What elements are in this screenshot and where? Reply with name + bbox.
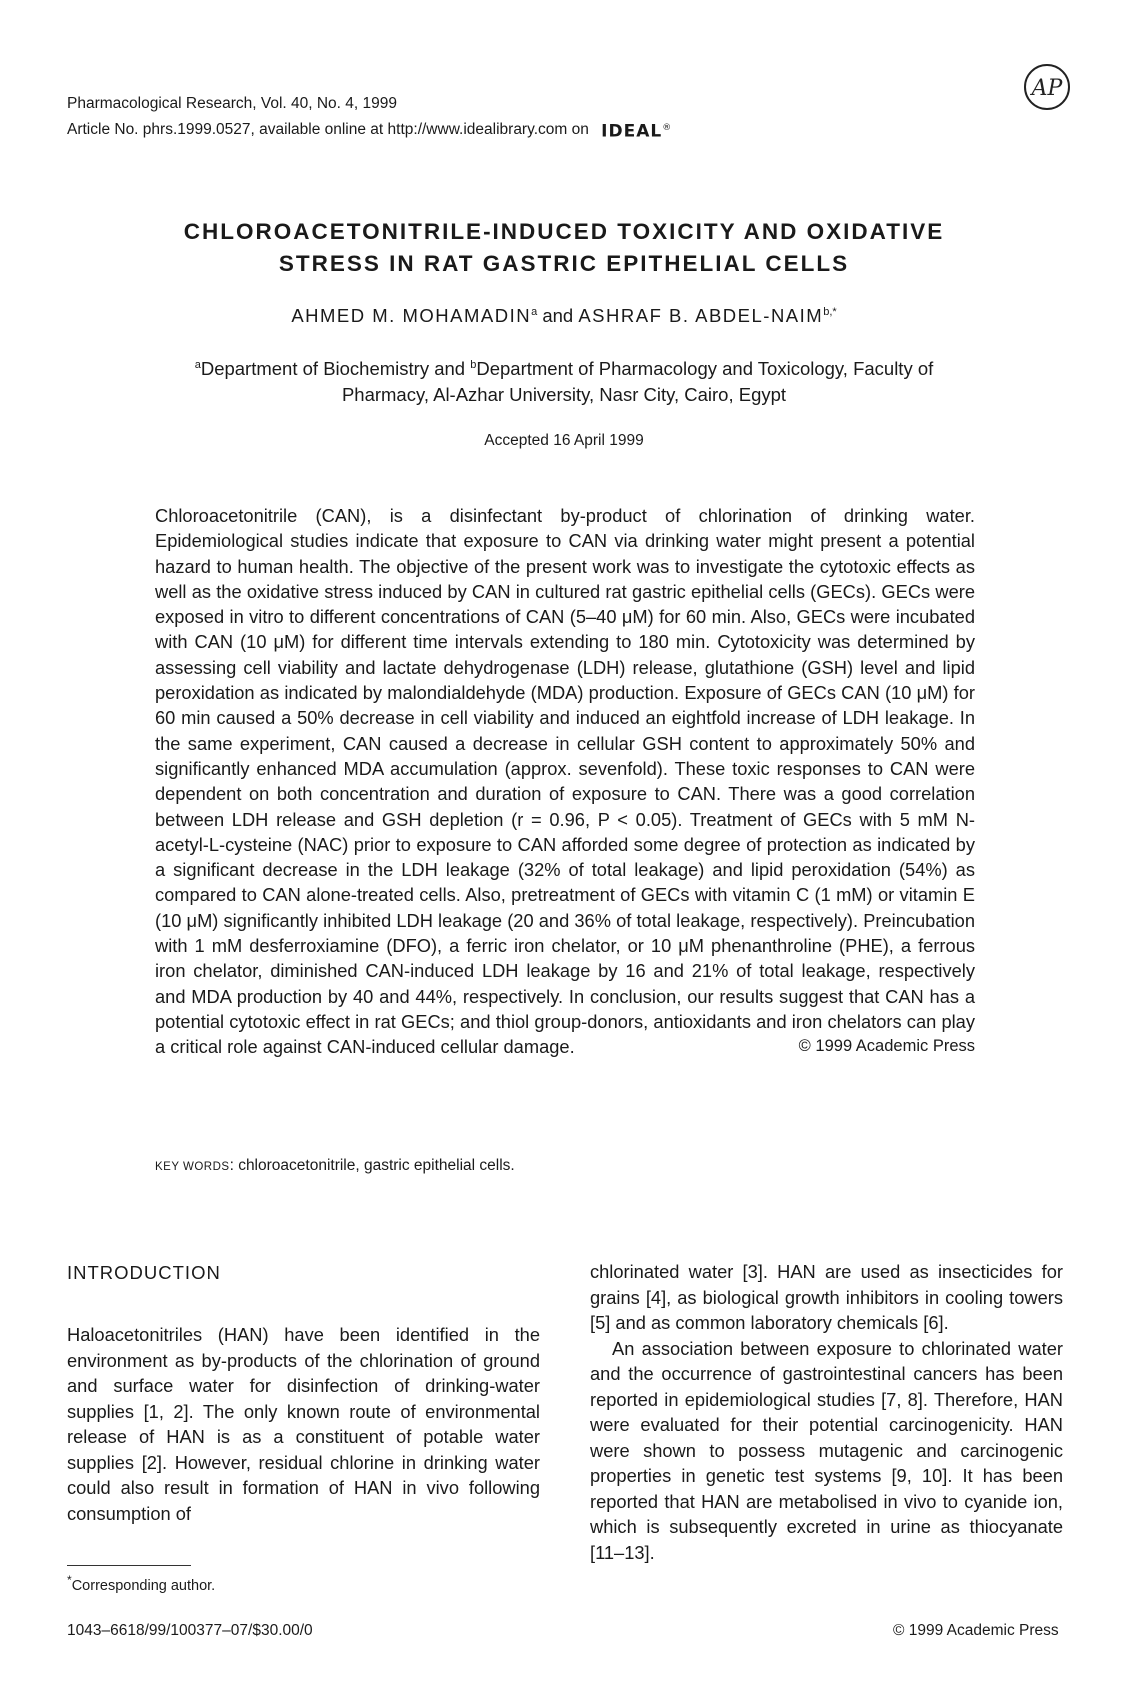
affiliations: [100, 352, 1028, 408]
affiliation-line-2: Pharmacy, Al-Azhar University, Nasr City, Cairo, Egypt: [341, 384, 787, 406]
footnote-text: Corresponding author.: [71, 1577, 216, 1594]
author-list: [60, 305, 1068, 327]
keywords: [155, 1157, 515, 1175]
footnote-mark: *: [67, 1573, 72, 1587]
title-line-1: CHLOROACETONITRILE-INDUCED TOXICITY AND OXIDATIVE: [183, 219, 945, 244]
abstract: [155, 503, 975, 1060]
section-heading-introduction: INTRODUCTION: [67, 1262, 221, 1283]
article-title: [60, 216, 1068, 280]
publisher-logo: [1022, 62, 1072, 112]
accepted-date: Accepted 16 April 1999: [484, 432, 644, 449]
footer-issn: 1043–6618/99/100377–07/$30.00/0: [67, 1622, 313, 1639]
affiliation-line-1: $^a$Department of Biochemistry and $^b$Department of Pharmacology and Toxicology, Faculty of: [194, 358, 934, 380]
intro-left-column: Haloacetonitriles (HAN) have been identified in the environment as by-products of the chlorination of ground and surface water for disinfection of drinking-water supplies [1, 2]. The only known route of environmental release of HAN is as a constituent of potable water supplies [2]. However, residual chlorine in drinking water could also result in formation of HAN in vivo following consumption of: [67, 1324, 540, 1524]
keywords-label: KEY WORDS: [155, 1161, 230, 1173]
footer-copyright: © 1999 Academic Press: [893, 1622, 1059, 1639]
intro-paragraph-2: An association between exposure to chlorinated water and the occurrence of gastrointestinal cancers has been reported in epidemiological studies [7, 8]. Therefore, HAN were evaluated for their potential carcinogenicity. HAN were shown to possess mutagenic and carcinogenic properties in genetic test systems [9, 10]. It has been reported that HAN are metabolised in vivo to cyanide ion, which is subsequently excreted in urine as thiocyanate [11–13].: [590, 1337, 1063, 1563]
footnote: [67, 1573, 215, 1594]
journal-citation: Pharmacological Research, Vol. 40, No. 4, 1999: [67, 95, 397, 112]
author-1-affiliation-mark: a: [531, 305, 538, 318]
abstract-copyright: © 1999 Academic Press: [798, 1037, 975, 1056]
keywords-text: : chloroacetonitrile, gastric epithelial cells.: [229, 1157, 515, 1174]
ideal-logo: IDEAL®: [601, 121, 673, 142]
author-2-affiliation-mark: b,*: [823, 305, 837, 318]
author-2: ASHRAF B. ABDEL-NAIM: [578, 305, 824, 326]
author-1: AHMED M. MOHAMADIN: [291, 305, 532, 326]
title-line-2: STRESS IN RAT GASTRIC EPITHELIAL CELLS: [278, 251, 850, 276]
abstract-text: Chloroacetonitrile (CAN), is a disinfectant by-product of chlorination of drinking water. Epidemiological studies indicate that exposure to CAN via drinking water might present a potential hazard to human health. The objective of the present work was to investigate the cytotoxic effects as well as the oxidative stress induced by CAN in cultured rat gastric epithelial cells (GECs). GECs were exposed in vitro to different concentrations of CAN (5–40 μM) for 60 min. Also, GECs were incubated with CAN (10 μM) for different time intervals extending to 180 min. Cytotoxicity was determined by assessing cell viability and lactate dehydrogenase (LDH) release, glutathione (GSH) level and lipid peroxidation as indicated by malondialdehyde (MDA) production. Exposure of GECs CAN (10 μM) for 60 min caused a 50% decrease in cell viability and induced an eightfold increase of LDH leakage. In the same experiment, CAN caused a decrease in cellular GSH content to approximately 50% and significantly enhanced MDA accumulation (approx. sevenfold). These toxic responses to CAN were dependent on both concentration and duration of exposure to CAN. There was a good correlation between LDH release and GSH depletion (r = 0.96, P < 0.05). Treatment of GECs with 5 mM N-acetyl-L-cysteine (NAC) prior to exposure to CAN afforded some degree of protection as indicated by a significant decrease in the LDH leakage (32% of total leakage) and lipid peroxidation (54%) as compared to CAN alone-treated cells. Also, pretreatment of GECs with vitamin C (1 mM) or vitamin E (10 μM) significantly inhibited LDH leakage (20 and 36% of total leakage, respectively). Preincubation with 1 mM desferroxiamine (DFO), a ferric iron chelator, or 10 μM phenanthroline (PHE), a ferrous iron chelator, diminished CAN-induced LDH leakage by 16 and 21% of total leakage, respectively and MDA production by 40 and 44%, respectively. In conclusion, our results suggest that CAN has a potential cytotoxic effect in rat GECs; and thiol group-donors, antioxidants and iron chelators can play a critical role against CAN-induced cellular damage.: [155, 505, 975, 1058]
article-line: Article No. phrs.1999.0527, available online at http://www.idealibrary.com on: [67, 120, 589, 138]
svg-text:AP: AP: [1031, 76, 1063, 101]
author-connector: and: [537, 305, 579, 326]
journal-header: [67, 92, 672, 144]
intro-paragraph-continued: chlorinated water [3]. HAN are used as insecticides for grains [4], as biological growth inhibitors in cooling towers [5] and as common laboratory chemicals [6].: [590, 1261, 1063, 1333]
article-availability: [67, 116, 672, 144]
intro-right-column: [590, 1259, 1063, 1565]
footnote-divider: [67, 1565, 191, 1566]
